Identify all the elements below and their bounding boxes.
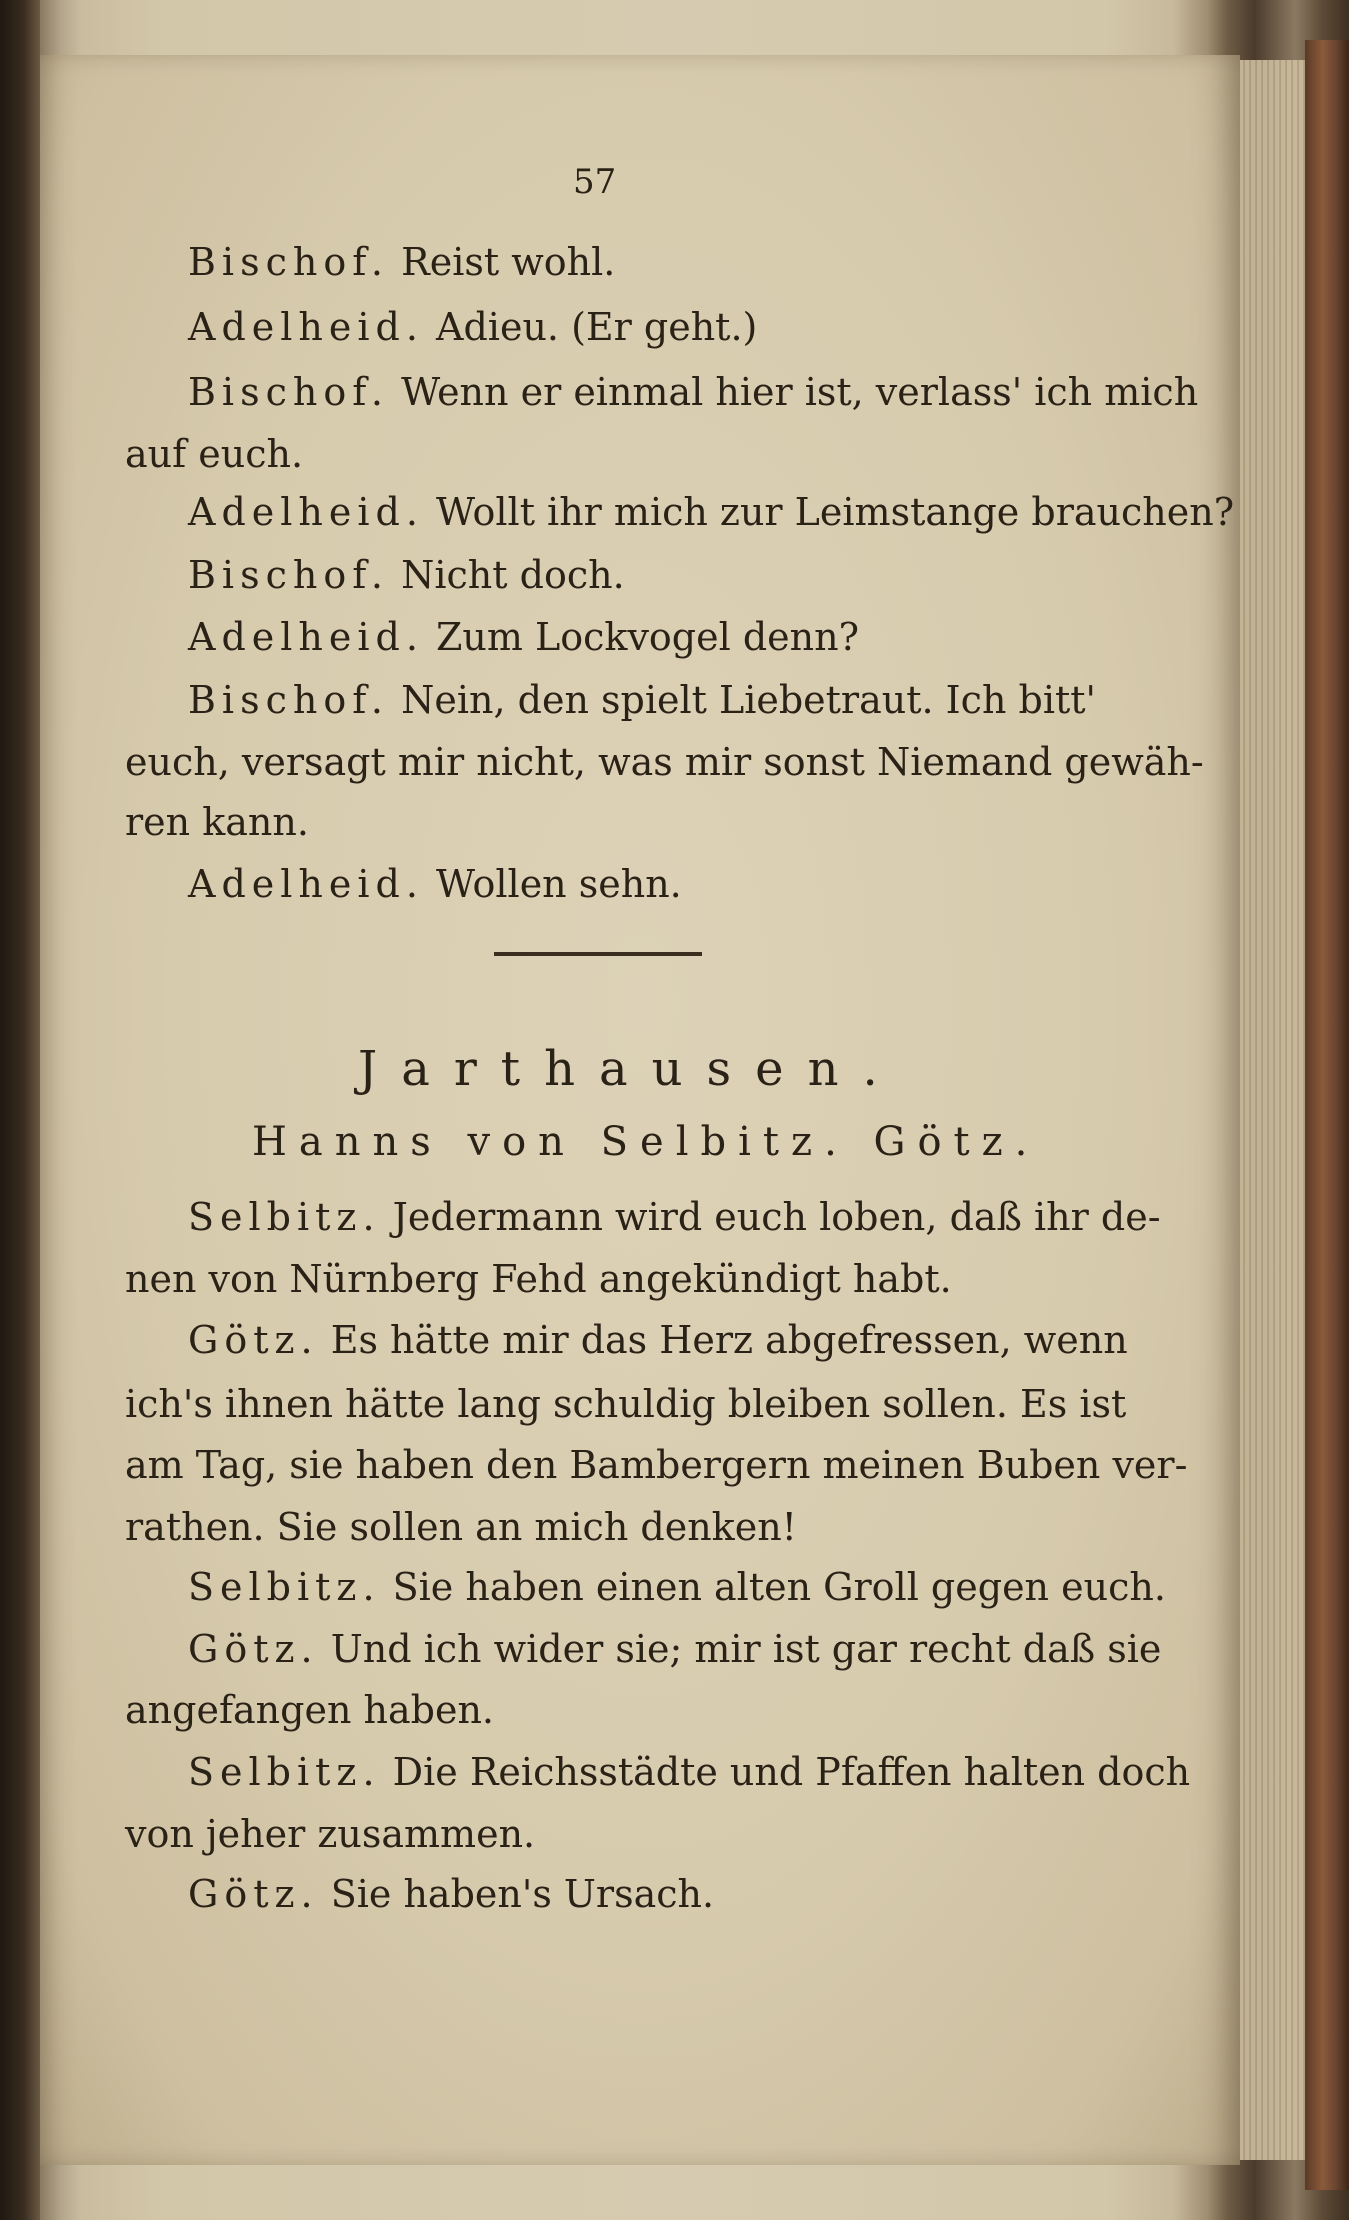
line-text: euch, versagt mir nicht, was mir sonst Niemand gewäh- [125,740,1204,784]
speaker-name: Adelheid. [188,305,424,349]
speaker-name: Bischof. [188,553,390,597]
speaker-name: Selbitz. [188,1565,381,1609]
line-text: Zum Lockvogel denn? [436,615,859,659]
text-line [188,1872,714,1916]
line-text: auf euch. [125,432,304,476]
line-text: Wenn er einmal hier ist, verlass' ich mich [401,370,1199,414]
text-line [188,305,757,349]
speaker-name: Adelheid. [188,490,424,534]
line-text: nen von Nürnberg Fehd angekündigt habt. [125,1257,952,1301]
line-text: Sie haben einen alten Groll gegen euch. [392,1565,1166,1609]
line-text: Nicht doch. [401,553,625,597]
text-line [188,862,682,906]
text-line [125,1257,952,1301]
scene-divider [494,952,702,956]
speaker-name: Adelheid. [188,615,424,659]
speaker-name: Götz. [188,1627,319,1671]
text-line [188,240,615,284]
speaker-name: Bischof. [188,370,390,414]
line-text: Jedermann wird euch loben, daß ihr de- [392,1195,1161,1239]
line-text: Wollt ihr mich zur Leimstange brauchen? [436,490,1235,534]
line-text: Und ich wider sie; mir ist gar recht daß sie [330,1627,1162,1671]
text-line [125,1812,535,1856]
text-line [125,740,1204,784]
line-text: Es hätte mir das Herz abgefressen, wenn [330,1318,1128,1362]
text-line [188,1318,1128,1362]
book-cover-edge [1305,40,1349,2190]
text-line [125,800,309,844]
text-line [188,1565,1166,1609]
speaker-name: Bischof. [188,678,390,722]
text-line [188,370,1198,414]
speaker-name: Götz. [188,1318,319,1362]
speaker-name: Götz. [188,1872,319,1916]
line-text: Adieu. (Er geht.) [436,305,758,349]
line-text: Die Reichsstädte und Pfaffen halten doch [392,1750,1191,1794]
text-line [188,490,1234,534]
text-line [188,1195,1161,1239]
text-line [125,1505,797,1549]
line-text: Sie haben's Ursach. [330,1872,715,1916]
text-line [125,432,303,476]
line-text: Wollen sehn. [436,862,682,906]
line-text: Nein, den spielt Liebetraut. Ich bitt' [401,678,1096,722]
line-text: angefangen haben. [125,1688,494,1732]
text-line [188,1627,1161,1671]
line-text: Reist wohl. [401,240,616,284]
page-number: 57 [573,162,617,202]
text-line [125,1443,1187,1487]
cast-line: Hanns von Selbitz. Götz. [252,1119,1040,1165]
spine-shadow [0,0,40,2220]
line-text: ich's ihnen hätte lang schuldig bleiben sollen. Es ist [125,1382,1127,1426]
text-line [125,1688,494,1732]
line-text: am Tag, sie haben den Bambergern meinen Buben ver- [125,1443,1188,1487]
text-line [125,1382,1126,1426]
speaker-name: Bischof. [188,240,390,284]
line-text: ren kann. [125,800,309,844]
line-text: rathen. Sie sollen an mich denken! [125,1505,797,1549]
text-line [188,553,625,597]
speaker-name: Selbitz. [188,1195,381,1239]
text-line [188,678,1096,722]
text-line [188,615,859,659]
page-edges [1240,60,1310,2160]
speaker-name: Adelheid. [188,862,424,906]
speaker-name: Selbitz. [188,1750,381,1794]
text-line [188,1750,1190,1794]
line-text: von jeher zusammen. [125,1812,536,1856]
scene-heading: Jarthausen. [358,1041,902,1097]
